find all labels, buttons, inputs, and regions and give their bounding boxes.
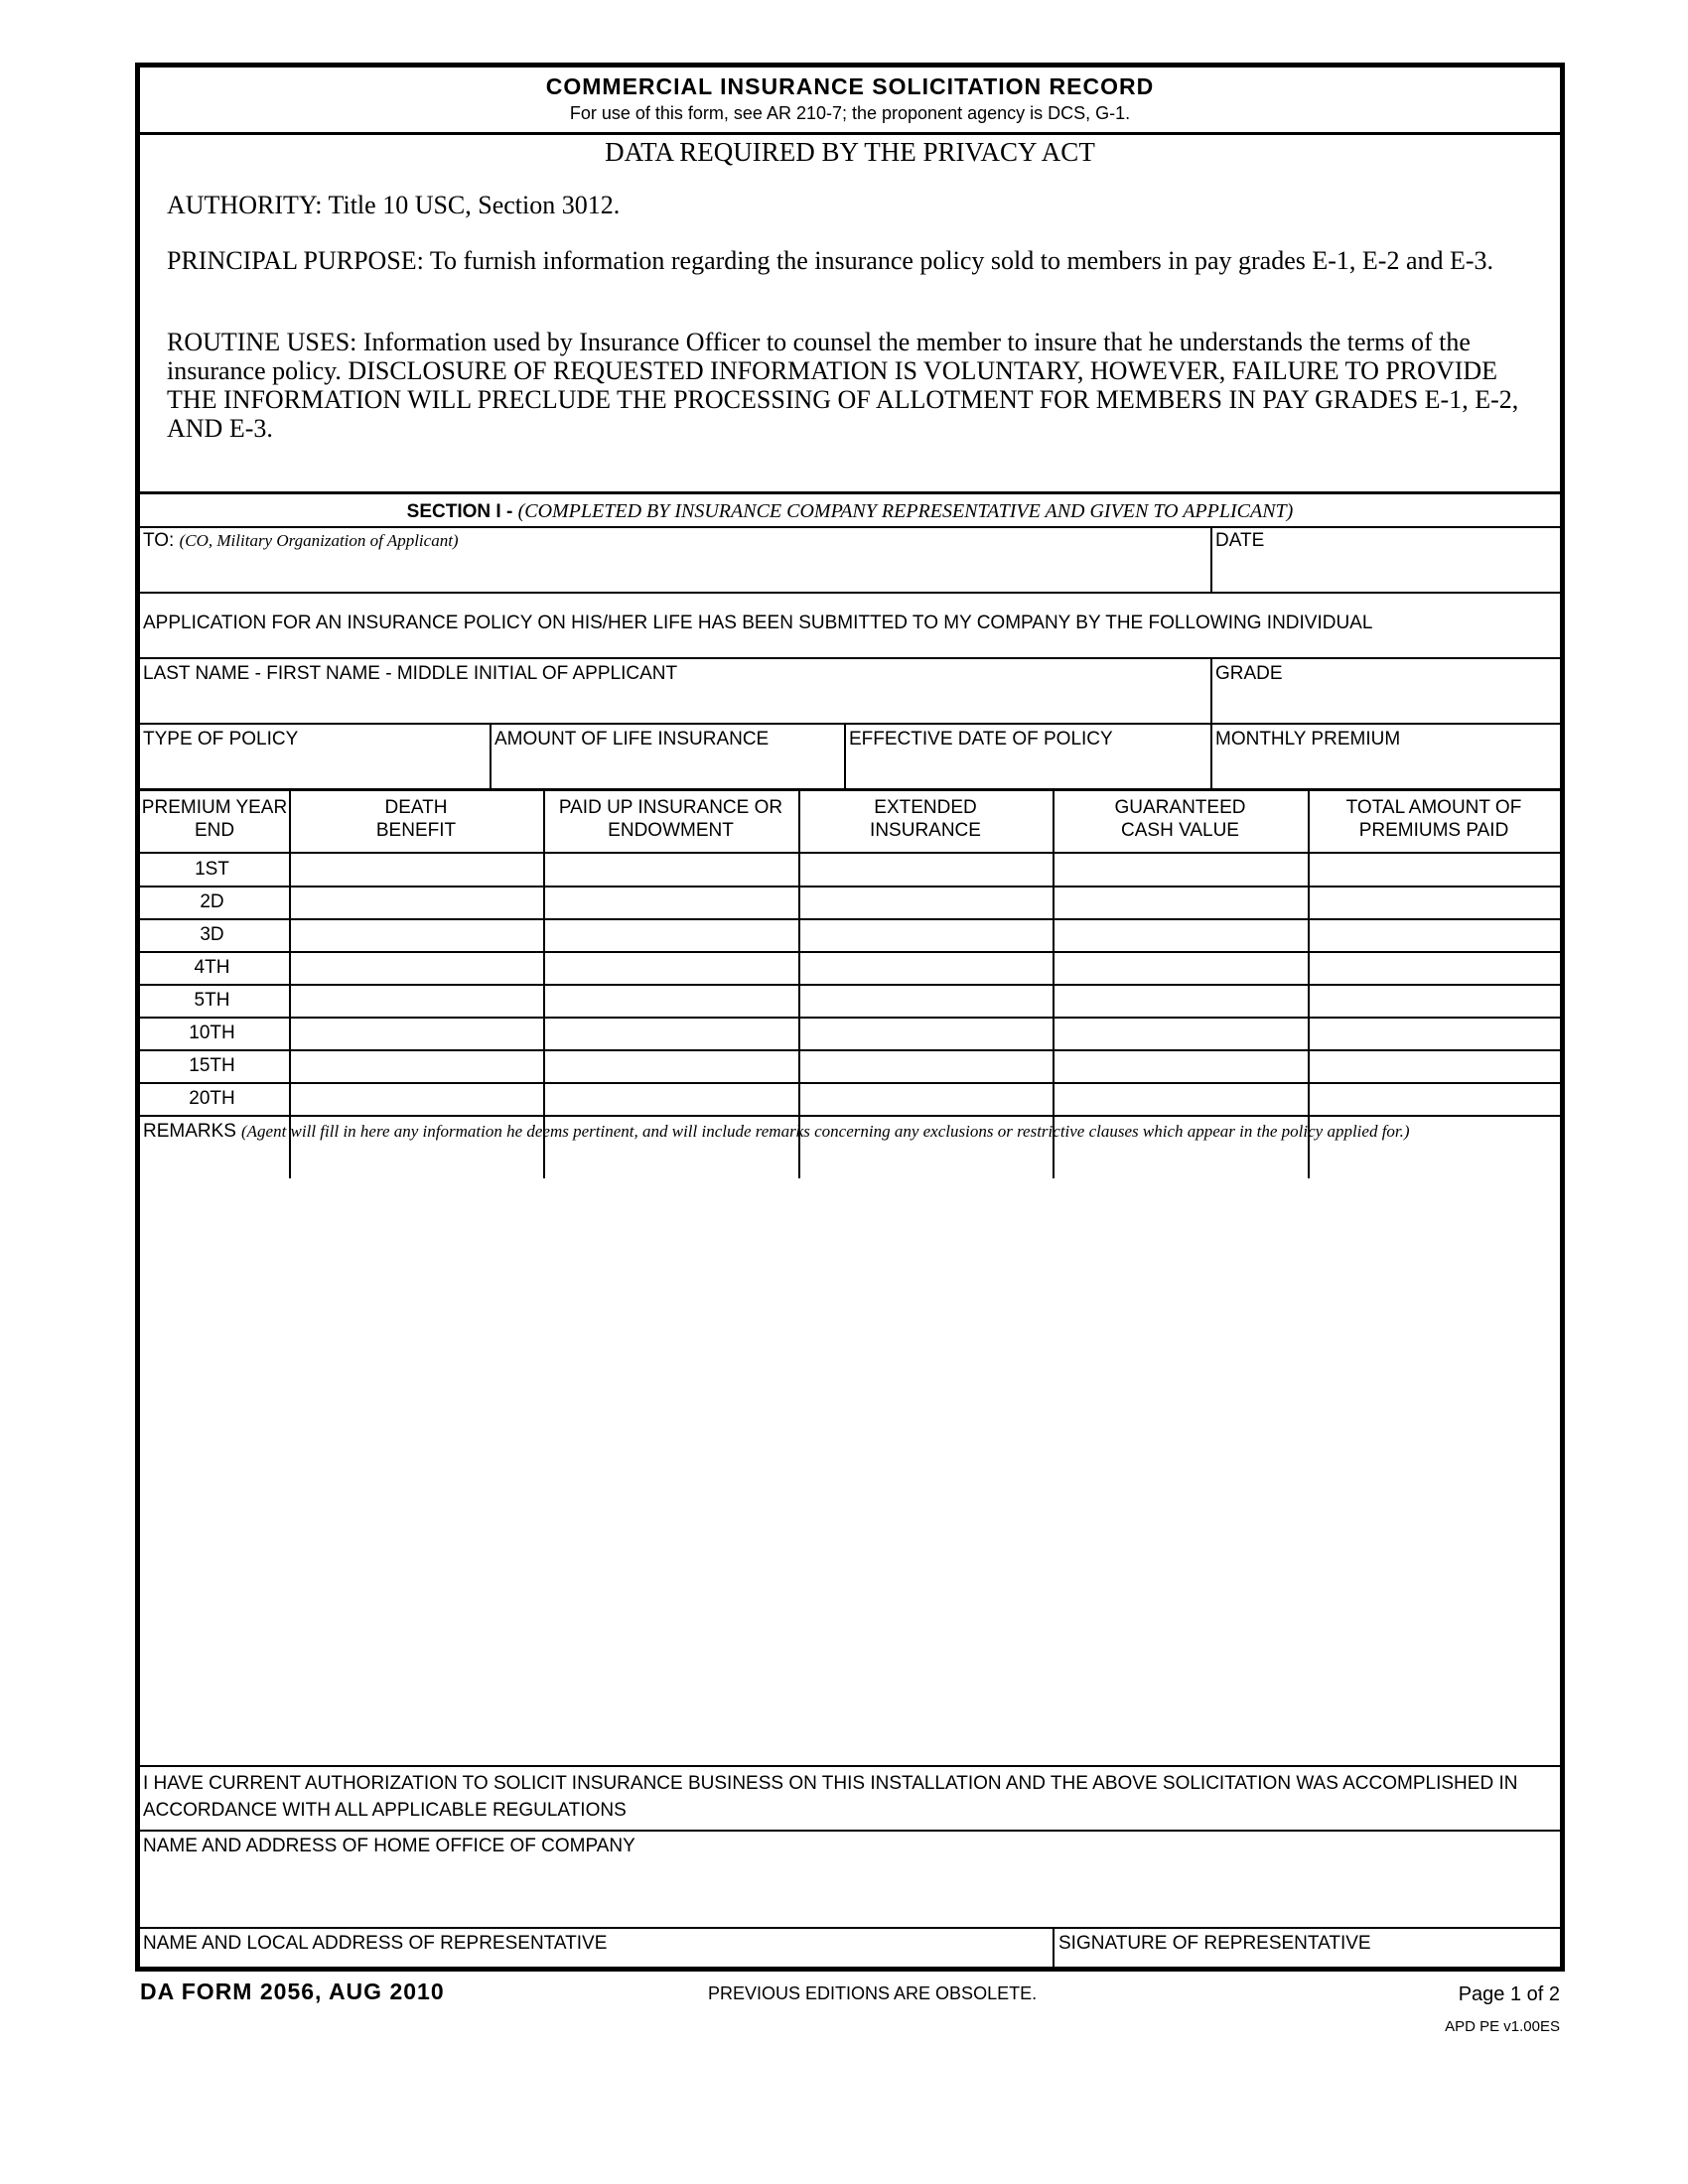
divider xyxy=(140,918,1560,920)
date-field[interactable] xyxy=(1212,528,1560,592)
table-row-label: 4TH xyxy=(194,957,230,978)
col-header-extended-insurance: EXTENDED INSURANCE xyxy=(870,797,981,841)
effective-date-field[interactable] xyxy=(846,725,1208,788)
form-version: APD PE v1.00ES xyxy=(1445,2018,1560,2035)
divider xyxy=(140,886,1560,887)
col-header-total-premiums: TOTAL AMOUNT OF PREMIUMS PAID xyxy=(1345,797,1522,841)
monthly-premium-field[interactable] xyxy=(1212,725,1560,788)
divider xyxy=(140,984,1560,986)
divider xyxy=(140,132,1560,135)
col-header-paid-up-insurance: PAID UP INSURANCE OR ENDOWMENT xyxy=(558,797,783,841)
table-row-label: 15TH xyxy=(189,1055,235,1076)
amount-field[interactable] xyxy=(492,725,842,788)
to-label: TO: xyxy=(143,530,175,551)
privacy-principal-purpose: PRINCIPAL PURPOSE: To furnish information regarding the insurance policy sold to members in pay grades E-1, E-2 and E-3. xyxy=(167,246,1494,275)
applicant-name-field[interactable] xyxy=(140,659,1208,723)
divider xyxy=(140,1082,1560,1084)
certification-statement: I HAVE CURRENT AUTHORIZATION TO SOLICIT INSURANCE BUSINESS ON THIS INSTALLATION AND THE ABOVE SOLICITATION WAS ACCOMPLISHED IN ACCORDANCE WITH ALL APPLICABLE REGULATIONS xyxy=(143,1773,1518,1821)
grade-field-label: GRADE xyxy=(1215,663,1283,684)
name-field-label: LAST NAME - FIRST NAME - MIDDLE INITIAL OF APPLICANT xyxy=(143,663,678,684)
to-field[interactable] xyxy=(140,528,1208,592)
divider xyxy=(140,951,1560,953)
rep-address-field[interactable] xyxy=(140,1929,1051,1972)
divider xyxy=(140,1017,1560,1019)
table-row-label: 5TH xyxy=(194,990,230,1011)
application-statement: APPLICATION FOR AN INSURANCE POLICY ON HIS/HER LIFE HAS BEEN SUBMITTED TO MY COMPANY BY THE FOLLOWING INDIVIDUAL xyxy=(143,613,1373,633)
table-row-label: 20TH xyxy=(189,1088,235,1109)
privacy-routine-uses: ROUTINE USES: Information used by Insurance Officer to counsel the member to insure that he understands the terms of the insurance policy. DISCLOSURE OF REQUESTED INFORMATION IS VOLUNTARY, HOWEVER, FAILURE TO PROVIDE THE INFORMATION WILL PRECLUDE THE PROCESSING OF ALLOTMENT FOR MEMBERS IN PAY GRADES E-1, E-2, AND E-3. xyxy=(167,328,1519,444)
remarks-note: (Agent will fill in here any information he deems pertinent, and will include remarks concerning any exclusions or restrictive clauses which appear in the policy applied for.) xyxy=(240,1122,1410,1141)
grade-field[interactable] xyxy=(1212,659,1560,723)
col-header-guaranteed-cash-value: GUARANTEED CASH VALUE xyxy=(1114,797,1246,841)
to-note: (CO, Military Organization of Applicant) xyxy=(179,531,459,550)
section-1-note: (COMPLETED BY INSURANCE COMPANY REPRESENTATIVE AND GIVEN TO APPLICANT) xyxy=(517,500,1294,522)
col-header-death-benefit: DEATH BENEFIT xyxy=(375,797,457,841)
remarks-field[interactable] xyxy=(140,1169,1560,1745)
table-row-label: 2D xyxy=(200,891,224,912)
home-office-label: NAME AND ADDRESS OF HOME OFFICE OF COMPANY xyxy=(143,1836,635,1856)
table-row-label: 3D xyxy=(200,924,224,945)
remarks-field-label xyxy=(143,1118,1553,1147)
table-row-label: 1ST xyxy=(195,859,229,880)
amount-label: AMOUNT OF LIFE INSURANCE xyxy=(494,729,770,750)
divider xyxy=(140,1115,1560,1117)
divider xyxy=(140,1049,1560,1051)
divider xyxy=(140,788,1560,791)
page-number: Page 1 of 2 xyxy=(1458,1983,1560,2005)
date-field-label: DATE xyxy=(1215,530,1265,551)
rep-signature-field[interactable] xyxy=(1055,1929,1560,1972)
divider xyxy=(140,852,1560,854)
form-id: DA FORM 2056, AUG 2010 xyxy=(140,1979,445,2004)
home-office-field[interactable] xyxy=(140,1832,1560,1927)
section-1-label: SECTION I - xyxy=(406,501,513,522)
divider xyxy=(140,491,1560,494)
remarks-label: REMARKS xyxy=(143,1121,236,1142)
table-row-label: 10TH xyxy=(189,1023,235,1043)
monthly-premium-label: MONTHLY PREMIUM xyxy=(1215,729,1401,750)
divider xyxy=(140,1765,1560,1767)
rep-address-label: NAME AND LOCAL ADDRESS OF REPRESENTATIVE xyxy=(143,1933,608,1954)
insurance-solicitation-form xyxy=(135,63,1565,1972)
effective-date-label: EFFECTIVE DATE OF POLICY xyxy=(849,729,1113,750)
policy-type-label: TYPE OF POLICY xyxy=(143,729,299,750)
policy-type-field[interactable] xyxy=(140,725,488,788)
col-header-premium-year-end: PREMIUM YEAR END xyxy=(141,797,288,841)
section-1-header xyxy=(140,499,1560,524)
privacy-act-title: DATA REQUIRED BY THE PRIVACY ACT xyxy=(605,137,1095,167)
rep-signature-label: SIGNATURE OF REPRESENTATIVE xyxy=(1058,1933,1371,1954)
divider xyxy=(140,592,1560,594)
form-subtitle: For use of this form, see AR 210-7; the proponent agency is DCS, G-1. xyxy=(569,103,1131,123)
form-title: COMMERCIAL INSURANCE SOLICITATION RECORD xyxy=(545,73,1155,99)
privacy-authority: AUTHORITY: Title 10 USC, Section 3012. xyxy=(167,191,621,219)
editions-notice: PREVIOUS EDITIONS ARE OBSOLETE. xyxy=(708,1983,1038,2003)
